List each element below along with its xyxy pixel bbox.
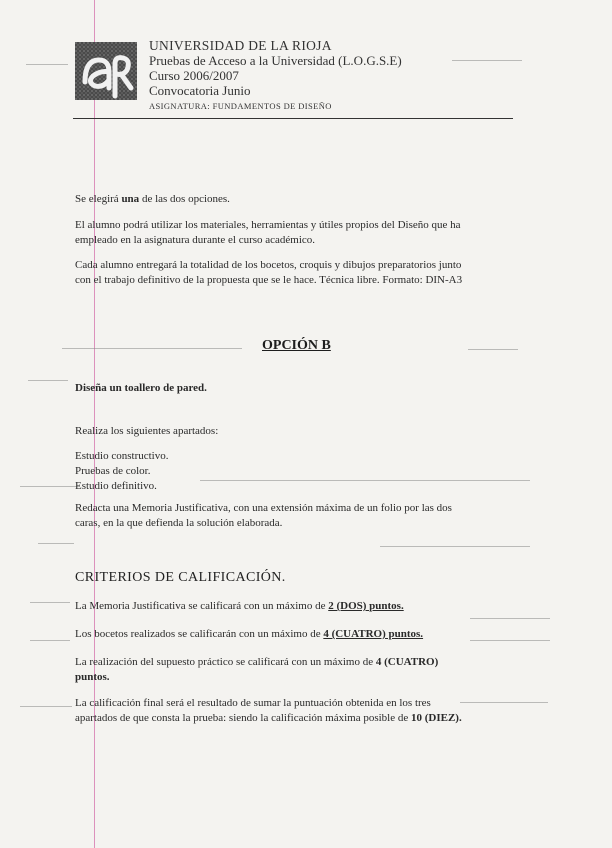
memoria-instruction: Redacta una Memoria Justificativa, con una extensión máxima de un folio por las dos caras, en la que defienda la solución elaborada. — [75, 502, 452, 529]
criteria-title: CRITERIOS DE CALIFICACIÓN. — [75, 570, 286, 585]
exam-name: Pruebas de Acceso a la Universidad (L.O.G.S.E) — [149, 53, 402, 68]
delivery-instruction: Cada alumno entregará la totalidad de los bocetos, croquis y dibujos preparatorios junto con el trabajo definitivo de la propuesta que se le hace. Técnica libre. Formato: DIN-A3 — [75, 259, 463, 286]
scan-dash — [26, 64, 68, 65]
subject-line: ASIGNATURA: FUNDAMENTOS DE DISEÑO — [149, 101, 332, 111]
scan-dash — [28, 380, 68, 381]
scan-dash — [38, 543, 74, 544]
header-divider — [73, 118, 513, 119]
criterion-bocetos: Los bocetos realizados se calificarán con un máximo de 4 (CUATRO) puntos. — [75, 628, 424, 640]
scan-dash — [30, 602, 70, 603]
scan-dash — [380, 546, 530, 547]
university-logo — [75, 42, 137, 100]
list-item: Estudio constructivo. — [75, 450, 169, 462]
criterion-final: La calificación final será el resultado de sumar la puntuación obtenida en los tres apartados de que consta la prueba: siendo la calificación máxima posible de 10 (DIEZ). — [75, 697, 462, 724]
scan-dash — [30, 640, 70, 641]
scan-dash — [452, 60, 522, 61]
scan-dash — [20, 706, 72, 707]
sections-intro: Realiza los siguientes apartados: — [75, 425, 219, 437]
list-item: Estudio definitivo. — [75, 480, 157, 492]
choose-instruction: Se elegirá una de las dos opciones. — [75, 193, 230, 205]
sections-list — [75, 449, 515, 494]
scan-dash — [468, 349, 518, 350]
option-heading: OPCIÓN B — [262, 338, 331, 353]
scan-dash — [470, 618, 550, 619]
criterion-practico: La realización del supuesto práctico se calificará con un máximo de 4 (CUATRO) puntos. — [75, 656, 439, 683]
scan-dash — [20, 486, 80, 487]
course-year: Curso 2006/2007 — [149, 68, 239, 83]
scan-dash — [62, 348, 242, 349]
exam-header — [149, 38, 402, 114]
university-name: UNIVERSIDAD DE LA RIOJA — [149, 38, 332, 53]
task-statement: Diseña un toallero de pared. — [75, 382, 207, 394]
criterion-memoria: La Memoria Justificativa se calificará con un máximo de 2 (DOS) puntos. — [75, 600, 404, 612]
materials-instruction: El alumno podrá utilizar los materiales, herramientas y útiles propios del Diseño que ha empleado en la asignatura durante el curso académico. — [75, 219, 461, 246]
exam-session: Convocatoria Junio — [149, 83, 251, 98]
list-item: Pruebas de color. — [75, 465, 151, 477]
